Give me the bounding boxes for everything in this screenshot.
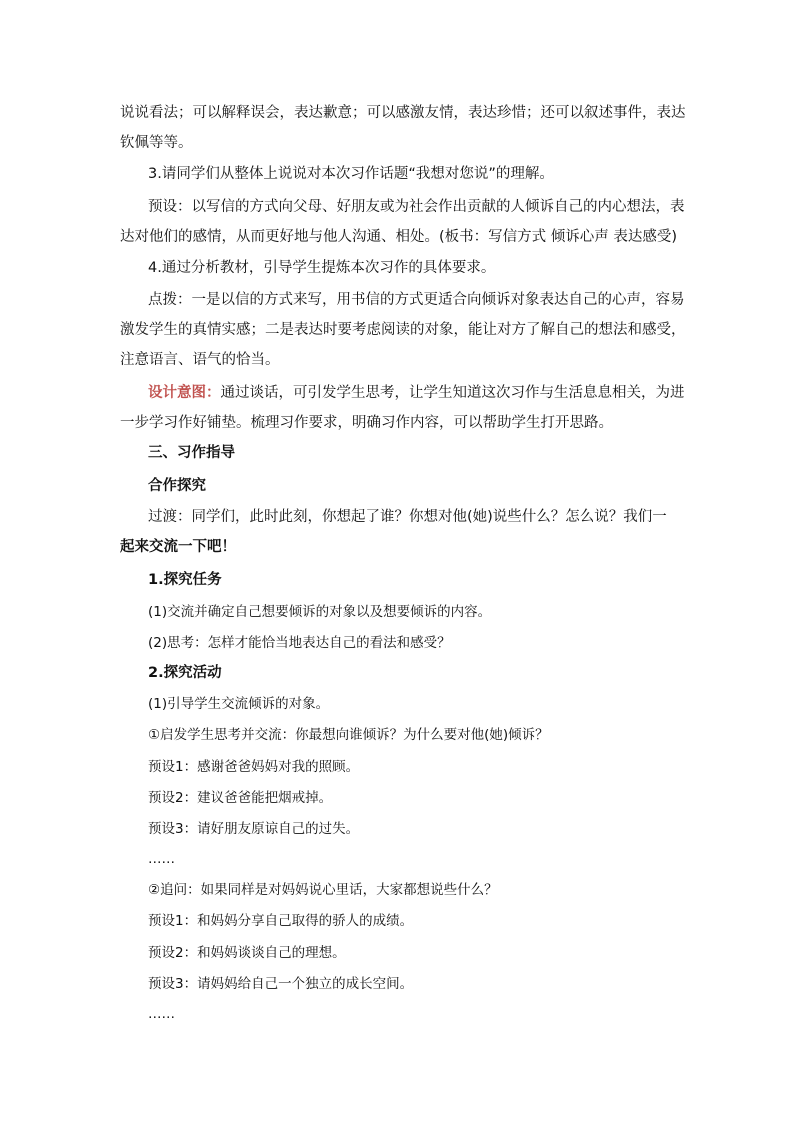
list-item: 预设2：建议爸爸能把烟戒掉。 [148, 790, 333, 806]
paragraph-line: 注意语言、语气的恰当。 [120, 352, 280, 368]
design-intent-line [148, 383, 685, 403]
task-heading: 1.探究任务 [148, 572, 222, 588]
paragraph-line: 3.请同学们从整体上说说对本次习作话题“我想对您说”的理解。 [148, 166, 554, 182]
paragraph-line: 钦佩等等。 [120, 135, 193, 151]
ellipsis: …… [148, 1006, 175, 1022]
design-intent-label: 设计意图： [148, 385, 221, 401]
paragraph-line: 激发学生的真情实感；二是表达时要考虑阅读的对象，能让对方了解自己的想法和感受， [120, 322, 686, 338]
activity-heading: 2.探究活动 [148, 665, 222, 681]
paragraph-line: 点拨：一是以信的方式来写，用书信的方式更适合向倾诉对象表达自己的心声，容易 [148, 292, 685, 308]
list-item: (1)引导学生交流倾诉的对象。 [148, 696, 330, 712]
design-intent-text: 通过谈话，可引发学生思考，让学生知道这次习作与生活息息相关，为进 [220, 385, 685, 401]
list-item: 预设3：请好朋友原谅自己的过失。 [148, 821, 360, 837]
paragraph-line: 过渡：同学们，此时此刻，你想起了谁？你想对他(她)说些什么？怎么说？我们一 [148, 509, 667, 525]
paragraph-line: 4.通过分析教材，引导学生提炼本次习作的具体要求。 [148, 260, 496, 276]
list-item: ①启发学生思考并交流：你最想向谁倾诉？为什么要对他(她)倾诉？ [148, 727, 549, 743]
paragraph-line: 起来交流一下吧！ [120, 539, 236, 555]
list-item: 预设1：感谢爸爸妈妈对我的照顾。 [148, 759, 360, 775]
list-item: (1)交流并确定自己想要倾诉的对象以及想要倾诉的内容。 [148, 604, 492, 620]
section-heading: 三、习作指导 [148, 445, 235, 461]
paragraph-line: 说说看法；可以解释误会，表达歉意；可以感激友情，表达珍惜；还可以叙述事件，表达 [120, 105, 686, 121]
list-item: 预设2：和妈妈谈谈自己的理想。 [148, 945, 346, 961]
list-item: 预设3：请妈妈给自己一个独立的成长空间。 [148, 976, 414, 992]
list-item: ②追问：如果同样是对妈妈说心里话，大家都想说些什么？ [148, 882, 498, 898]
paragraph-line: 达对他们的感情，从而更好地与他人沟通、相处。(板书：写信方式 倾诉心声 表达感受) [120, 229, 678, 245]
paragraph-line: 一步学习作好铺垫。梳理习作要求，明确习作内容，可以帮助学生打开思路。 [120, 415, 613, 431]
ellipsis: …… [148, 851, 175, 867]
list-item: 预设1：和妈妈分享自己取得的骄人的成绩。 [148, 913, 414, 929]
subsection-heading: 合作探究 [148, 478, 206, 494]
paragraph-line: 预设：以写信的方式向父母、好朋友或为社会作出贡献的人倾诉自己的内心想法，表 [148, 199, 685, 215]
list-item: (2)思考：怎样才能恰当地表达自己的看法和感受？ [148, 635, 451, 651]
